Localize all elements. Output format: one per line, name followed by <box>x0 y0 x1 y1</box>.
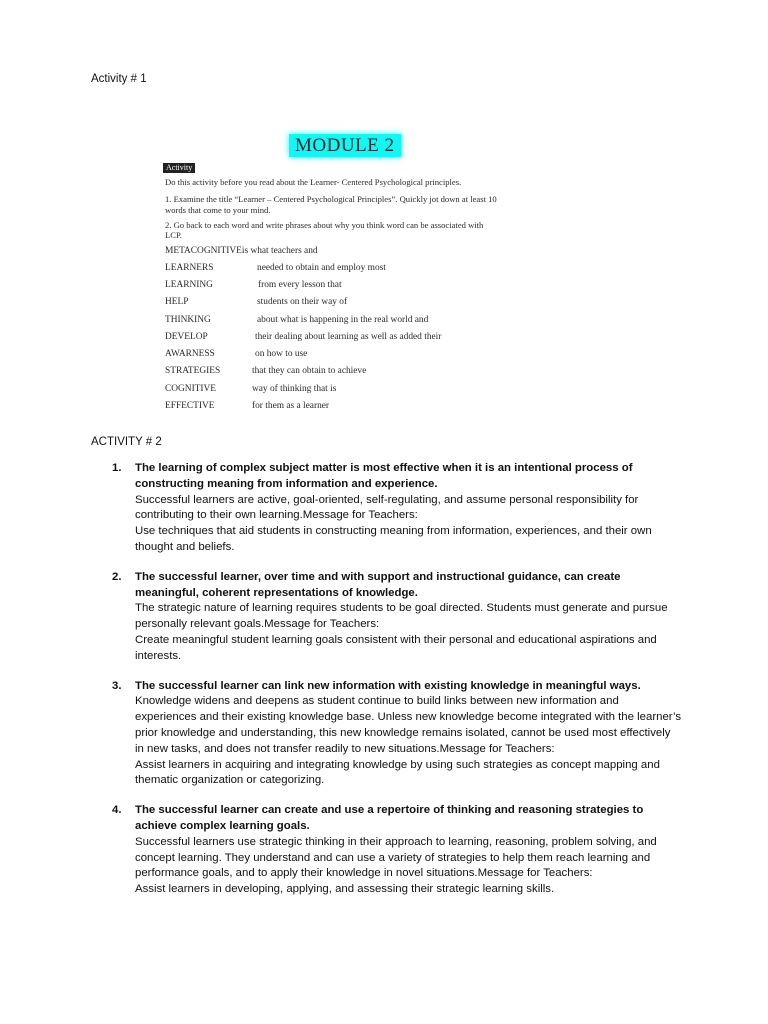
word: METACOGNITIVE <box>165 246 242 256</box>
module-intro: Do this activity before you read about the Learner- Centered Psychological principles. <box>165 177 462 187</box>
principle-explanation: Successful learners use strategic thinking in their approach to learning, reasoning, problem solving, and concept learning. They understand and can use a variety of strategies to help them reach learning and performance goals, and to apply their knowledge in novel situations. <box>135 835 657 880</box>
principle-statement: The successful learner can link new information with existing knowledge in meaningful ways. <box>135 679 641 692</box>
phrase: way of thinking that is <box>252 384 337 394</box>
teacher-message: Create meaningful student learning goals consistent with their personal and educational aspirations and interests. <box>135 633 657 662</box>
principle-statement: The successful learner can create and use a repertoire of thinking and reasoning strategies to achieve complex learning goals. <box>135 804 644 832</box>
phrase: for them as a learner <box>252 401 330 411</box>
phrase: on how to use <box>255 349 308 359</box>
word-row <box>165 263 386 273</box>
phrase: from every lesson that <box>258 280 342 290</box>
principle-statement: The successful learner, over time and with support and instructional guidance, can create meaningful, coherent representations of knowledge. <box>135 570 621 599</box>
step-1-line-2: words that come to your mind. <box>165 205 271 215</box>
item-number: 2. <box>112 570 122 583</box>
principles-list <box>112 461 682 912</box>
teacher-message: Assist learners in developing, applying, and assessing their strategic learning skills. <box>135 883 555 896</box>
word-row <box>165 332 442 342</box>
message-label: Message for Teachers: <box>302 509 418 522</box>
activity-tag: Activity <box>163 163 195 173</box>
phrase: students on their way of <box>257 297 348 307</box>
step-2-line-1: 2. Go back to each word and write phrases about why you think word can be associated with <box>165 220 484 230</box>
word: COGNITIVE <box>165 384 217 394</box>
word: THINKING <box>165 315 211 325</box>
step-2-line-2: LCP. <box>165 230 182 240</box>
word: STRATEGIES <box>165 366 221 376</box>
principle-explanation: Knowledge widens and deepens as student continue to build links between new information and experiences and their existing knowledge base. Unless new knowledge become integrated with the learner’s prior knowledge and understanding, this new knowledge remains isolated, cannot be used most effectively in new tasks, and does not transfer readily to new situations. <box>135 695 682 755</box>
word: HELP <box>165 297 189 307</box>
message-label: Message for Teachers: <box>264 618 380 631</box>
message-label: Message for Teachers: <box>477 867 593 880</box>
item-number: 4. <box>112 804 122 817</box>
principle-explanation: The strategic nature of learning requires students to be goal directed. Students must generate and pursue personally relevant goals. <box>135 602 668 631</box>
word-row <box>165 246 318 256</box>
teacher-message: Assist learners in acquiring and integrating knowledge by using such strategies as concept mapping and thematic organization or categorizing. <box>135 758 660 787</box>
word: DEVELOP <box>165 332 208 342</box>
teacher-message: Use techniques that aid students in constructing meaning from information, experiences, and their own thought and beliefs. <box>135 525 652 553</box>
word-row <box>165 349 308 359</box>
word: LEARNERS <box>165 263 214 273</box>
activity-2-heading: ACTIVITY # 2 <box>91 436 162 448</box>
activity-1-heading: Activity # 1 <box>91 73 147 85</box>
phrase: about what is happening in the real world and <box>257 315 429 325</box>
phrase: that they can obtain to achieve <box>252 366 367 376</box>
word-row <box>165 384 337 394</box>
phrase: needed to obtain and employ most <box>257 263 386 273</box>
message-label: Message for Teachers: <box>439 742 555 755</box>
list-item <box>112 803 682 898</box>
word-row <box>165 315 429 325</box>
list-item <box>112 570 682 665</box>
item-number: 3. <box>112 679 122 692</box>
list-item <box>112 461 682 556</box>
word-row <box>165 366 367 376</box>
principle-statement: The learning of complex subject matter is most effective when it is an intentional process of constructing meaning from information and experience. <box>135 462 633 490</box>
word: EFFECTIVE <box>165 401 215 411</box>
principle-explanation: Successful learners are active, goal-oriented, self-regulating, and assume personal responsibility for contributing to their own learning. <box>135 493 639 522</box>
word: AWARNESS <box>165 349 215 359</box>
phrase: their dealing about learning as well as added their <box>255 332 442 342</box>
word: LEARNING <box>165 280 213 290</box>
word-row <box>165 280 342 290</box>
list-item <box>112 679 682 790</box>
module-title: MODULE 2 <box>289 134 401 157</box>
step-1-line-1: 1. Examine the title “Learner – Centered Psychological Principles”. Quickly jot down at least 10 <box>165 194 497 204</box>
phrase: is what teachers and <box>241 246 318 256</box>
item-number: 1. <box>112 462 122 474</box>
word-row <box>165 401 330 411</box>
word-row <box>165 297 348 307</box>
